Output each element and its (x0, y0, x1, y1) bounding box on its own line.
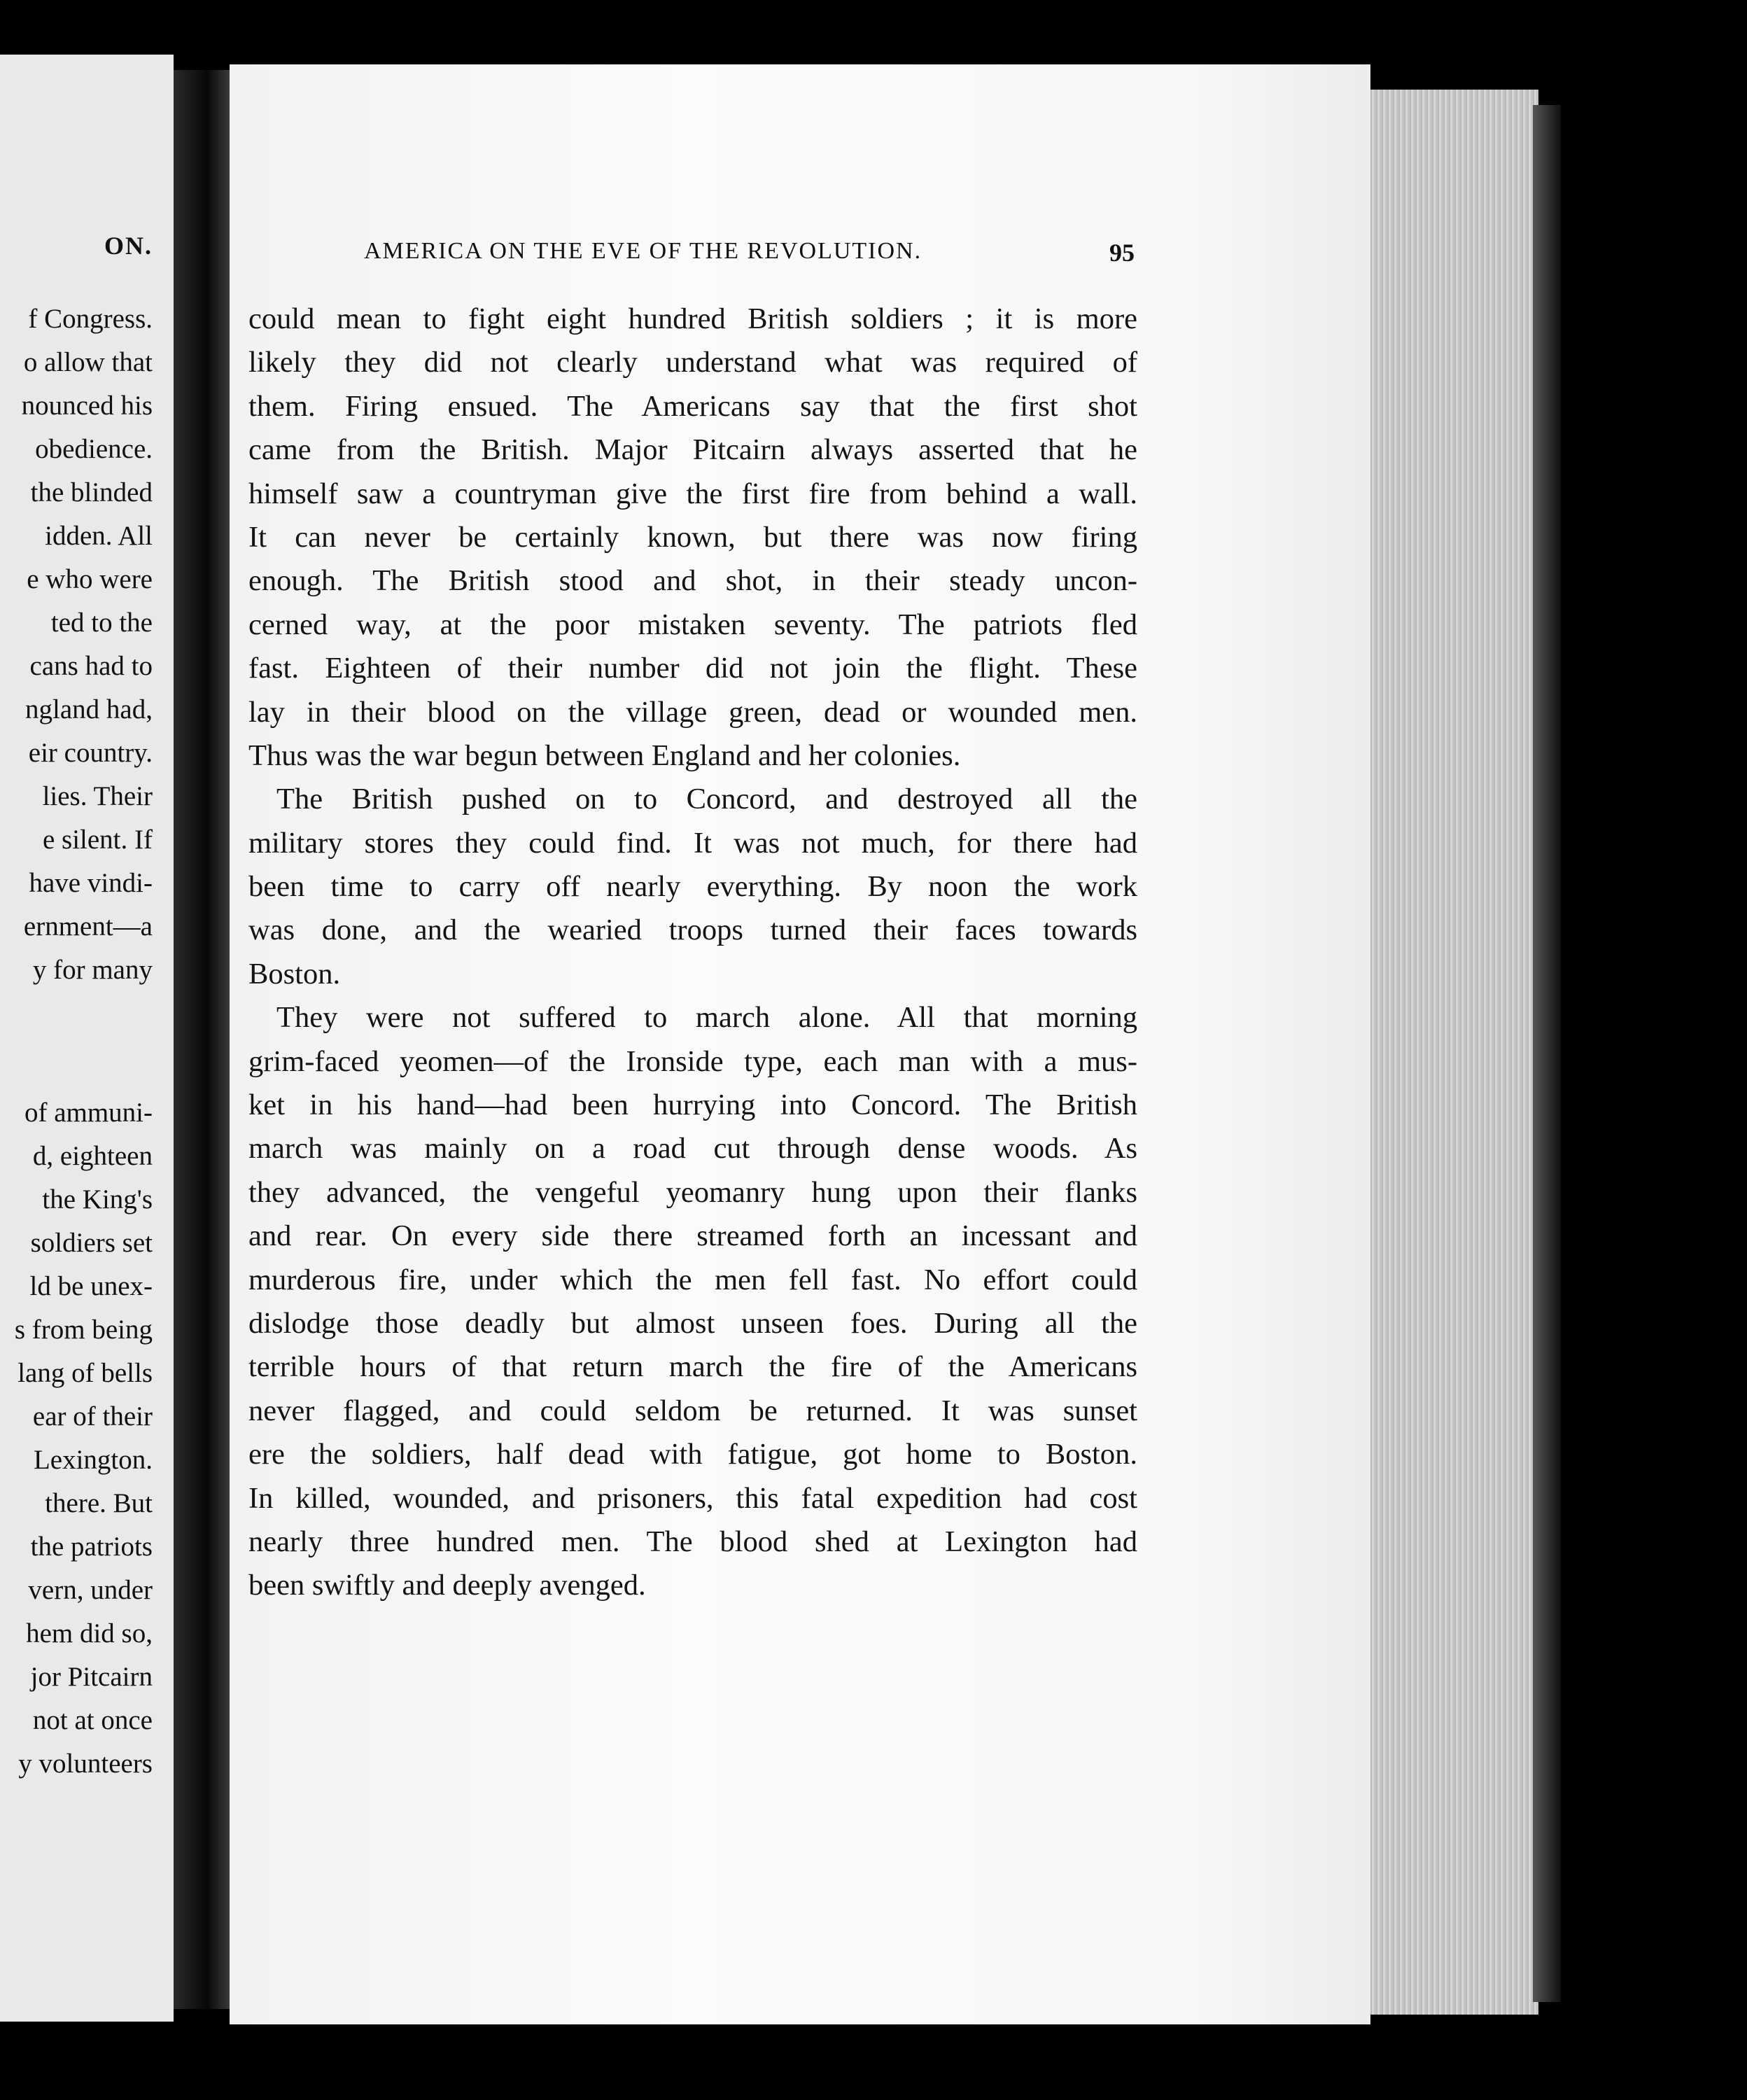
text-line: Thus was the war begun between England and her colonies. (248, 738, 961, 772)
left-line: nounced his (21, 391, 153, 421)
left-line: ernment—a (23, 911, 153, 941)
text-line: and rear. On every side there streamed forth an incessant and (248, 1219, 1137, 1253)
left-line: d, eighteen (32, 1141, 153, 1171)
text-line: dislodge those deadly but almost unseen foes. During all the (248, 1306, 1137, 1340)
left-line: the blinded (30, 477, 153, 507)
left-running-head: ON. (104, 232, 153, 260)
text-line: lay in their blood on the village green, dead or wounded men. (248, 695, 1137, 729)
left-page-fragment (0, 55, 174, 2022)
text-line: never flagged, and could seldom be returned. It was sunset (248, 1394, 1137, 1427)
text-line: they advanced, the vengeful yeomanry hung upon their flanks (248, 1175, 1137, 1209)
text-line: march was mainly on a road cut through dense woods. As (248, 1132, 1137, 1166)
left-line: f Congress. (28, 304, 153, 334)
left-line: vern, under (28, 1575, 153, 1605)
text-line: been time to carry off nearly everything. By noon the work (248, 870, 1137, 904)
left-line: the patriots (30, 1532, 153, 1562)
body-text (248, 298, 1137, 1608)
text-line: fast. Eighteen of their number did not join the flight. These (248, 652, 1137, 685)
left-line: ld be unex- (29, 1271, 153, 1301)
left-line: soldiers set (30, 1228, 153, 1258)
left-line: y for many (32, 955, 153, 985)
page-number: 95 (1109, 239, 1135, 267)
left-line: there. But (45, 1488, 153, 1518)
text-line: cerned way, at the poor mistaken seventy. The patriots fled (248, 608, 1137, 641)
left-line: ear of their (32, 1401, 153, 1432)
left-line: Lexington. (33, 1445, 153, 1475)
left-line: jor Pitcairn (30, 1662, 153, 1692)
text-line: terrible hours of that return march the fire of the Americans (248, 1350, 1137, 1384)
text-line: Boston. (248, 957, 341, 990)
text-line: ket in his hand—had been hurrying into Concord. The British (248, 1088, 1137, 1122)
left-line: cans had to (29, 651, 153, 681)
left-line: obedience. (35, 434, 153, 464)
left-line: e silent. If (42, 825, 153, 855)
text-line: been swiftly and deeply avenged. (248, 1569, 646, 1602)
left-line: s from being (14, 1315, 153, 1345)
paragraph (248, 778, 1137, 996)
left-line: e who were (27, 564, 153, 594)
text-line: military stores they could find. It was not much, for there had (248, 826, 1137, 860)
left-line: lies. Their (42, 781, 153, 811)
paragraph (248, 298, 1137, 778)
text-line: could mean to fight eight hundred British soldiers ; it is more (248, 302, 1137, 335)
left-line: eir country. (28, 738, 153, 768)
text-line: murderous fire, under which the men fell fast. No effort could (248, 1263, 1137, 1296)
text-line: They were not suffered to march alone. All that morning (276, 1001, 1137, 1035)
book-gutter (174, 70, 230, 2009)
left-line: ted to the (50, 608, 153, 638)
text-line: The British pushed on to Concord, and destroyed all the (276, 783, 1137, 816)
left-line: y volunteers (18, 1749, 153, 1779)
left-line: ngland had, (25, 694, 153, 724)
left-line: o allow that (23, 347, 153, 377)
left-line: lang of bells (17, 1358, 153, 1388)
left-line: the King's (42, 1184, 153, 1214)
left-line: have vindi- (29, 868, 153, 898)
book-edge-shadow (1533, 105, 1561, 2002)
text-line: came from the British. Major Pitcairn always asserted that he (248, 433, 1137, 467)
text-line: ere the soldiers, half dead with fatigue, got home to Boston. (248, 1438, 1137, 1471)
left-line: of ammuni- (24, 1098, 153, 1128)
page-edges (1370, 90, 1538, 2015)
text-line: grim-faced yeomen—of the Ironside type, each man with a mus- (248, 1044, 1137, 1078)
text-line: In killed, wounded, and prisoners, this fatal expedition had cost (248, 1481, 1137, 1515)
left-line: hem did so, (26, 1618, 153, 1648)
left-line: not at once (32, 1705, 153, 1735)
text-line: It can never be certainly known, but there was now firing (248, 520, 1137, 554)
text-line: them. Firing ensued. The Americans say that the first shot (248, 389, 1137, 423)
text-line: was done, and the wearied troops turned their faces towards (248, 913, 1137, 947)
text-line: nearly three hundred men. The blood shed at Lexington had (248, 1525, 1137, 1558)
text-line: himself saw a countryman give the first fire from behind a wall. (248, 477, 1137, 510)
running-header: AMERICA ON THE EVE OF THE REVOLUTION. (364, 238, 922, 264)
left-line: idden. All (45, 521, 153, 551)
paragraph (248, 996, 1137, 1607)
text-line: enough. The British stood and shot, in their steady uncon- (248, 564, 1137, 598)
text-line: likely they did not clearly understand what was required of (248, 346, 1137, 379)
